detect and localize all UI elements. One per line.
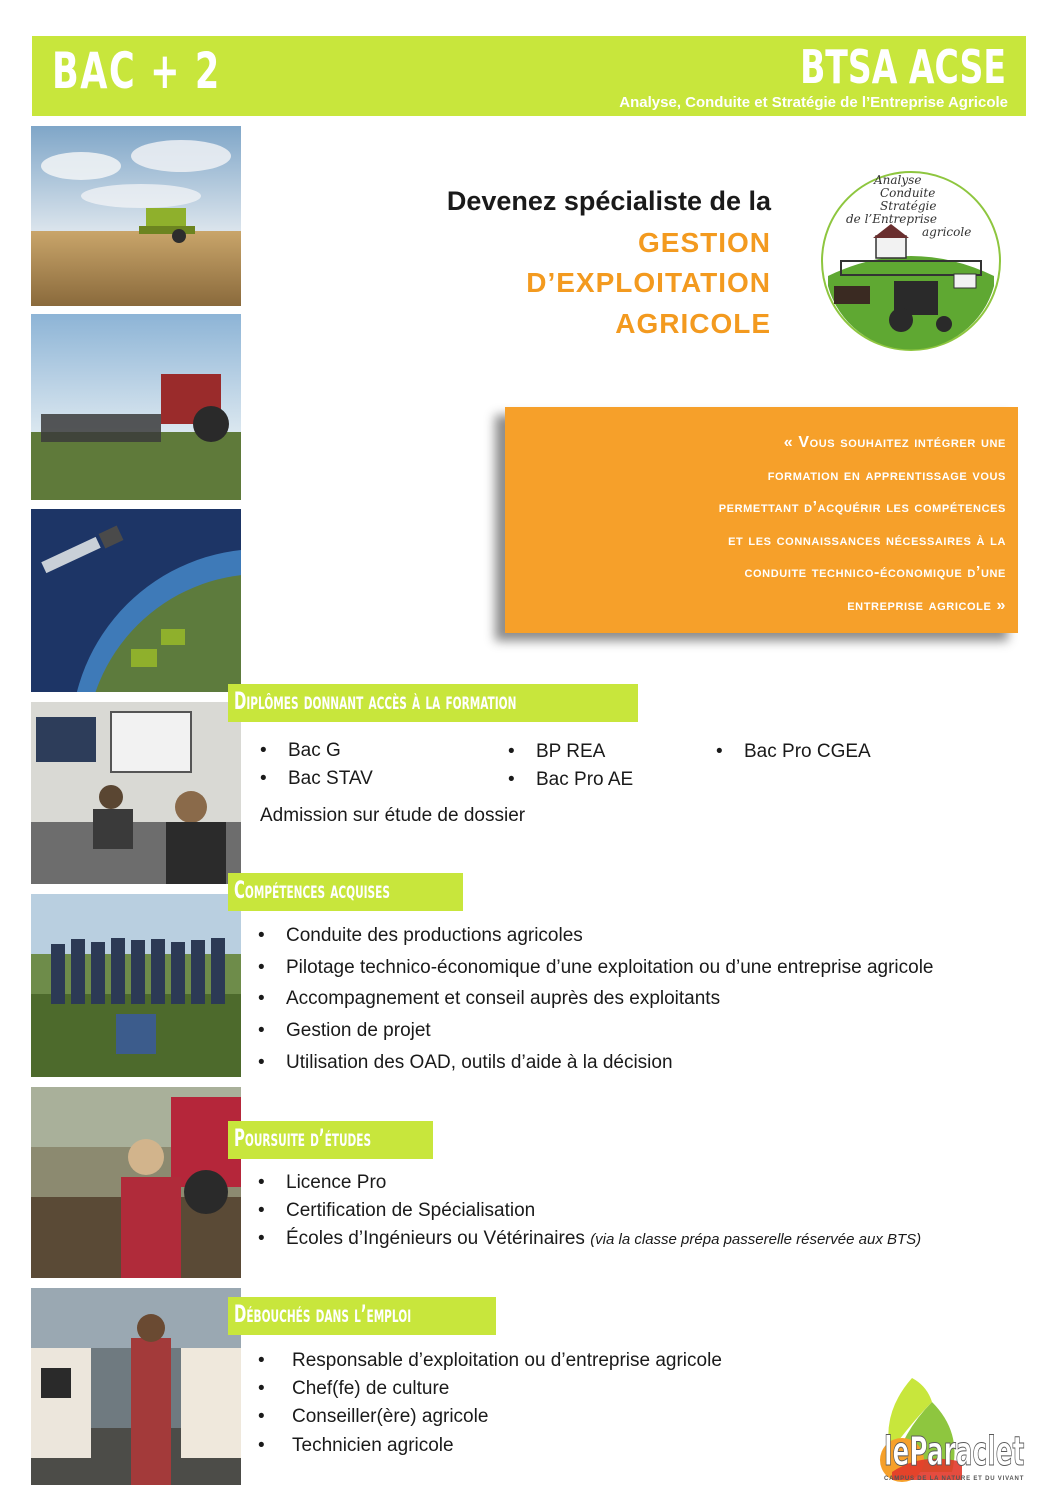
header-band <box>32 36 1026 116</box>
poursuite-note: (via la classe prépa passerelle réservée aux BTS) <box>590 1231 922 1248</box>
section-title-poursuite: Poursuite d’études <box>234 1124 372 1152</box>
satellite-farming-photo <box>31 509 241 692</box>
quote-line-5: conduite technico-économique d’une <box>744 564 1006 581</box>
logo-name: leParaclet <box>884 1429 1025 1475</box>
section-title-debouches: Débouchés dans l’emploi <box>234 1300 412 1328</box>
list-item: • Technicien agricole <box>258 1435 454 1456</box>
list-item-text: Chef(fe) de culture <box>292 1378 450 1399</box>
harvester-field-photo <box>31 126 241 306</box>
quote-line-2: formation en apprentissage vous <box>767 466 1006 484</box>
list-item: • Bac STAV <box>260 768 373 789</box>
list-item-text: Écoles d’Ingénieurs ou Vétérinaires <box>286 1228 585 1249</box>
list-item: • Pilotage technico-économique d’une exploitation ou d’une entreprise agricole <box>258 957 934 978</box>
list-item-text: BP REA <box>536 741 606 762</box>
list-item-text: Bac STAV <box>288 768 373 789</box>
badge-line-2: Conduite <box>880 186 936 200</box>
quote-line-6: entreprise agricole » <box>847 596 1006 614</box>
list-item-text: Bac Pro CGEA <box>744 741 871 762</box>
list-item-text: Accompagnement et conseil auprès des exploitants <box>286 988 721 1009</box>
level-title: BAC + 2 <box>52 42 221 100</box>
list-item: • Écoles d’Ingénieurs ou Vétérinaires (via la classe prépa passerelle réservée aux BTS) <box>258 1228 922 1249</box>
list-item-text: Utilisation des OAD, outils d’aide à la décision <box>286 1052 673 1073</box>
badge-line-4: de l’Entreprise <box>846 212 937 226</box>
logo-tagline: CAMPUS DE LA NATURE ET DU VIVANT <box>884 1476 1025 1482</box>
list-item-text: Bac Pro AE <box>536 769 634 790</box>
badge-line-3: Stratégie <box>880 199 937 213</box>
list-item-text: Licence Pro <box>286 1172 387 1193</box>
headline-line3: AGRICOLE <box>615 308 771 339</box>
list-item: • Bac G <box>260 740 341 761</box>
list-item: • Gestion de projet <box>258 1020 431 1041</box>
section-tag-debouches <box>228 1297 496 1335</box>
list-item: • Utilisation des OAD, outils d’aide à la décision <box>258 1052 673 1073</box>
program-subtitle: Analyse, Conduite et Stratégie de l’Entreprise Agricole <box>619 94 1008 111</box>
list-item: • Conduite des productions agricoles <box>258 925 583 946</box>
section-title-competences: Compétences acquises <box>234 876 390 904</box>
list-item-text: Pilotage technico-économique d’une exploitation ou d’une entreprise agricole <box>286 957 934 978</box>
list-item: • Bac Pro AE <box>508 769 634 790</box>
section-tag-diplomes <box>228 684 638 722</box>
badge-line-5: agricole <box>922 225 972 239</box>
headline-line1: GESTION <box>637 227 771 258</box>
admission-note: Admission sur étude de dossier <box>260 805 526 826</box>
quote-line-3: permettant d’acquérir les compétences <box>718 499 1006 516</box>
quote-text <box>516 427 1006 622</box>
headline-intro: Devenez spécialiste de la <box>446 186 771 216</box>
classroom-photo <box>31 702 241 884</box>
program-title: BTSA ACSE <box>800 40 1006 94</box>
list-item-text: Conseiller(ère) agricole <box>292 1406 489 1427</box>
section-tag-competences <box>228 873 463 911</box>
list-item: • Certification de Spécialisation <box>258 1200 536 1221</box>
acse-badge <box>816 166 1006 356</box>
students-field-photo <box>31 894 241 1077</box>
quote-line-1: « Vous souhaitez intégrer une <box>783 434 1006 451</box>
list-item: • Licence Pro <box>258 1172 387 1193</box>
list-item: • Responsable d’exploitation ou d’entreprise agricole <box>258 1350 722 1371</box>
list-item: • Chef(fe) de culture <box>258 1378 450 1399</box>
list-item-text: Conduite des productions agricoles <box>286 925 583 946</box>
list-item: • Accompagnement et conseil auprès des exploitants <box>258 988 721 1009</box>
list-item-text: Responsable d’exploitation ou d’entreprise agricole <box>292 1350 722 1371</box>
list-item: • Conseiller(ère) agricole <box>258 1406 489 1427</box>
list-item-text: Technicien agricole <box>292 1435 454 1456</box>
headline-line2: D’EXPLOITATION <box>526 267 771 298</box>
list-item: • Bac Pro CGEA <box>716 741 871 762</box>
woman-tractor-photo <box>31 1087 241 1278</box>
list-item-text: Gestion de projet <box>286 1020 431 1041</box>
quote-line-4: et les connaissances nécessaires à la <box>728 531 1006 549</box>
students-tractor-field-photo <box>31 314 241 500</box>
list-item-text: Certification de Spécialisation <box>286 1200 536 1221</box>
section-tag-poursuite <box>228 1121 433 1159</box>
dairy-barn-photo <box>31 1288 241 1485</box>
list-item-text: Bac G <box>288 740 341 761</box>
list-item: • BP REA <box>508 741 606 762</box>
badge-line-1: Analyse <box>874 173 922 187</box>
section-title-diplomes: Diplômes donnant accès à la formation <box>234 687 517 715</box>
quote-box <box>505 407 1018 633</box>
